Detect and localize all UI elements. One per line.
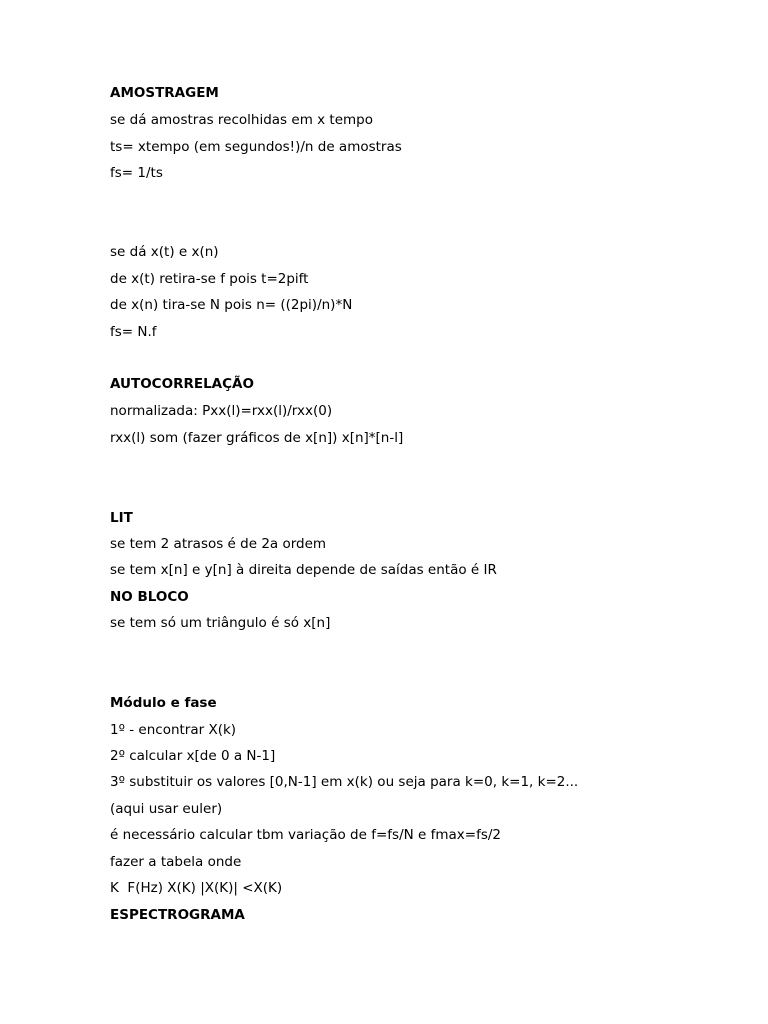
text-line: K F(Hz) X(K) |X(K)| <X(K) [110, 880, 283, 896]
heading-lit: LIT [110, 510, 133, 526]
text-line: 2º calcular x[de 0 a N-1] [110, 748, 276, 764]
text-line: 3º substituir os valores [0,N-1] em x(k) ou seja para k=0, k=1, k=2... [110, 774, 579, 790]
heading-modulo-fase: Módulo e fase [110, 695, 217, 711]
text-line: é necessário calcular tbm variação de f=fs/N e fmax=fs/2 [110, 827, 502, 843]
text-line: normalizada: Pxx(l)=rxx(l)/rxx(0) [110, 403, 333, 419]
text-line: de x(t) retira-se f pois t=2pift [110, 271, 309, 287]
text-line: se dá amostras recolhidas em x tempo [110, 112, 373, 128]
text-line: (aqui usar euler) [110, 801, 223, 817]
text-line: se tem x[n] e y[n] à direita depende de saídas então é IR [110, 562, 497, 578]
text-line: rxx(l) som (fazer gráficos de x[n]) x[n]*[n-l] [110, 430, 404, 446]
heading-amostragem: AMOSTRAGEM [110, 85, 219, 101]
text-line: 1º - encontrar X(k) [110, 722, 237, 738]
subheading-no-bloco: NO BLOCO [110, 589, 189, 605]
text-line: fazer a tabela onde [110, 854, 242, 870]
text-line: de x(n) tira-se N pois n= ((2pi)/n)*N [110, 297, 353, 313]
text-line: se dá x(t) e x(n) [110, 244, 219, 260]
text-line: ts= xtempo (em segundos!)/n de amostras [110, 139, 402, 155]
text-line: se tem 2 atrasos é de 2a ordem [110, 536, 327, 552]
heading-autocorrelacao: AUTOCORRELAÇÃO [110, 376, 254, 392]
text-line: fs= N.f [110, 324, 157, 340]
text-line: fs= 1/ts [110, 165, 163, 181]
text-line: se tem só um triângulo é só x[n] [110, 615, 331, 631]
heading-espectrograma: ESPECTROGRAMA [110, 907, 245, 923]
